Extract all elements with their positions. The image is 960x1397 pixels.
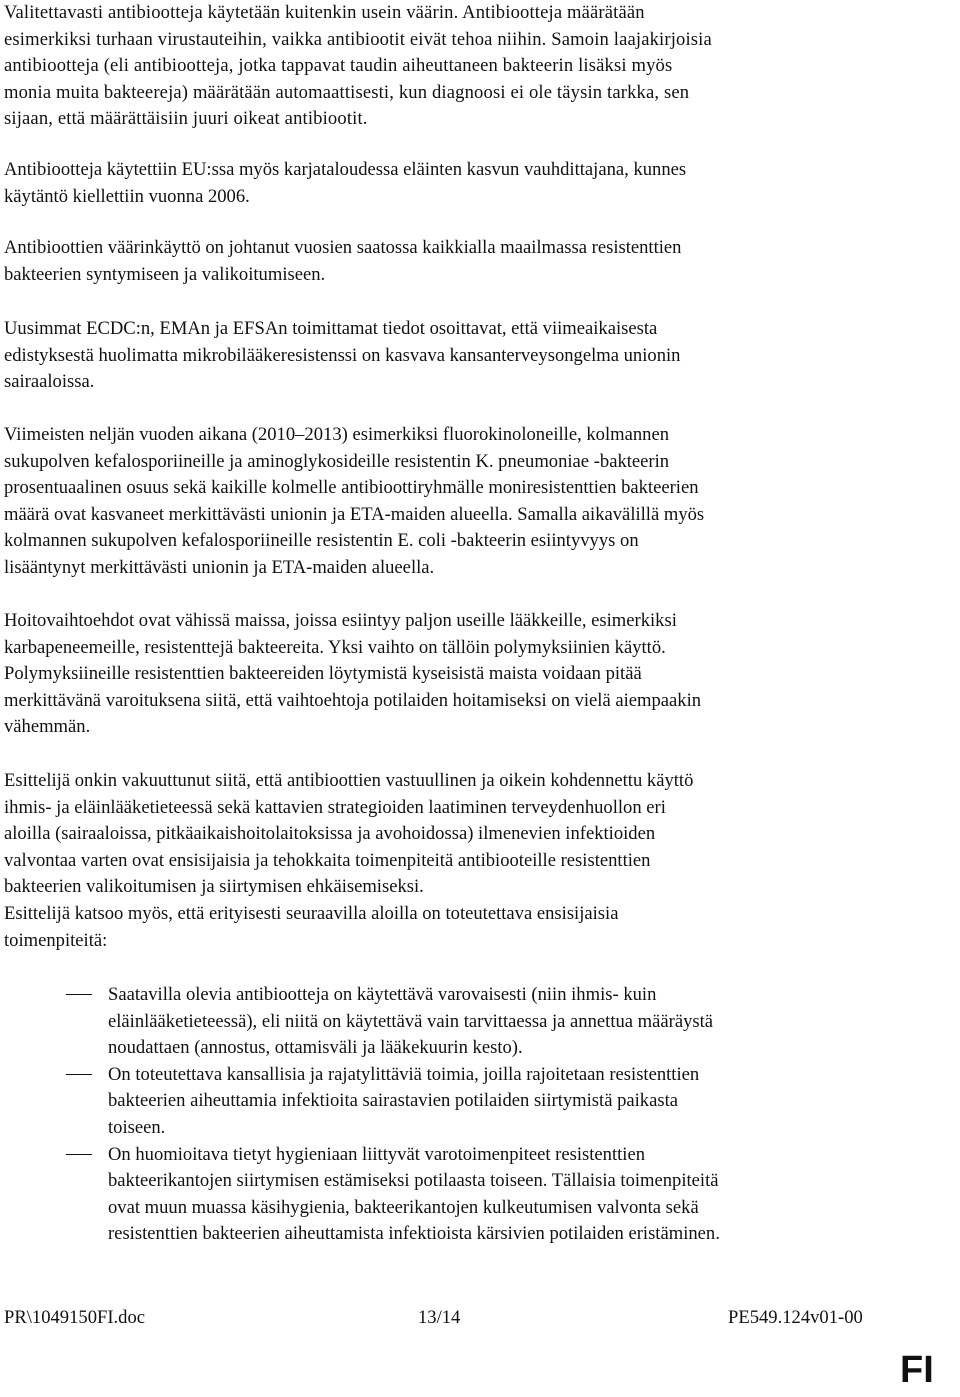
text-line: resistenttien bakteerien aiheuttamista infektioista kärsivien potilaiden eristäminen.	[108, 1223, 720, 1245]
text-line: valvontaa varten ovat ensisijaisia ja tehokkaita toimenpiteitä antibiooteille resistenttien	[4, 849, 651, 871]
text-line: määrä ovat kasvaneet merkittävästi unionin ja ETA-maiden alueella. Samalla aikavälillä myös	[4, 503, 705, 525]
text-line: monia muita bakteereja) määrätään automaattisesti, kun diagnoosi ei ole täysin tarkka, sen	[4, 81, 690, 103]
text-line: Antibiootteja käytettiin EU:ssa myös karjataloudessa eläinten kasvun vauhdittajana, kunnes	[4, 159, 687, 180]
text-line: ovat muun muassa käsihygienia, bakteerikantojen kulkeutumisen valvonta sekä	[108, 1196, 699, 1218]
text-line: Uusimmat ECDC:n, EMAn ja EFSAn toimittamat tiedot osoittavat, että viimeaikaisesta	[4, 318, 658, 339]
text-line: bakteerien syntymiseen ja valikoitumiseen.	[4, 263, 326, 285]
text-line: On huomioitava tietyt hygieniaan liittyvät varotoimenpiteet resistenttien	[108, 1143, 646, 1165]
document-reference: PR\1049150FI.doc	[4, 1307, 146, 1328]
text-line: Valitettavasti antibiootteja käytetään kuitenkin usein väärin. Antibiootteja määrätään	[4, 2, 645, 23]
text-line: sijaan, että määrättäisiin juuri oikeat antibiootit.	[4, 108, 368, 130]
text-line: Esittelijä katsoo myös, että erityisesti seuraavilla aloilla on toteutettava ensisijaisia	[4, 902, 619, 924]
paragraph-treatment-options	[4, 608, 892, 741]
text-line: bakteerien aiheuttamia infektioita sairastavien potilaiden siirtymistä paikasta	[108, 1090, 679, 1112]
page-footer	[0, 1304, 960, 1332]
text-line: karbapeneemeille, resistenttejä bakteereita. Yksi vaihto on tällöin polymyksiinien käyttö.	[4, 636, 666, 658]
paragraph-ecdc-data	[4, 316, 892, 396]
text-line: esimerkiksi turhaan virustauteihin, vaikka antibiootit eivät tehoa niihin. Samoin laajakirjoisia	[4, 28, 712, 50]
pe-number: PE549.124v01-00	[728, 1307, 863, 1328]
text-line: toimenpiteitä:	[4, 929, 108, 951]
text-line: Antibioottien väärinkäyttö on johtanut vuosien saatossa kaikkialla maailmassa resistenttien	[4, 237, 682, 258]
text-line: eläinlääketieteessä), eli niitä on käytettävä vain tarvittaessa ja annettua määräystä	[108, 1010, 714, 1032]
paragraph-rapporteur	[4, 768, 892, 954]
bullet-text	[108, 982, 960, 1062]
text-line: Viimeisten neljän vuoden aikana (2010–2013) esimerkiksi fluorokinoloneille, kolmannen	[4, 424, 670, 445]
text-line: Hoitovaihtoehdot ovat vähissä maissa, joissa esiintyy paljon useille lääkkeille, esimerkiksi	[4, 610, 677, 631]
dash-bullet-icon	[66, 1074, 92, 1075]
text-line: merkittävänä varoituksena siitä, että vaihtoehtoja potilaiden hoitamiseksi on vielä aiempaakin	[4, 689, 702, 711]
text-line: bakteerien valikoitumisen ja siirtymisen ehkäisemiseksi.	[4, 876, 424, 898]
text-line: aloilla (sairaaloissa, pitkäaikaishoitolaitoksissa ja avohoidossa) ilmenevien infektioiden	[4, 823, 656, 845]
text-line: sukupolven kefalosporiineille ja aminoglykosideille resistentin K. pneumoniae -bakteerin	[4, 450, 670, 472]
text-line: antibiootteja (eli antibiootteja, jotka tappavat taudin aiheuttaneen bakteerin lisäksi myös	[4, 55, 673, 77]
paragraph-resistance	[4, 235, 892, 288]
text-line: On toteutettava kansallisia ja rajatylittäviä toimia, joilla rajoitetaan resistenttien	[108, 1063, 700, 1085]
bullet-text	[108, 1062, 960, 1142]
page-number: 13/14	[418, 1307, 461, 1328]
bullet-text	[108, 1142, 960, 1248]
dash-bullet-icon	[66, 994, 92, 995]
bullet-item	[0, 1062, 960, 1142]
language-code: FI	[900, 1349, 934, 1391]
text-line: bakteerikantojen siirtymisen estämiseksi potilaasta toiseen. Tällaisia toimenpiteitä	[108, 1170, 719, 1192]
text-line: kolmannen sukupolven kefalosporiineille resistentin E. coli -bakteerin esiintyvyys on	[4, 530, 639, 552]
text-line: noudattaen (annostus, ottamisväli ja lääkekuurin kesto).	[108, 1037, 523, 1059]
bullet-item	[0, 1142, 960, 1248]
text-line: vähemmän.	[4, 716, 91, 738]
text-line: prosentuaalinen osuus sekä kaikille kolmelle antibioottiryhmälle moniresistenttien bakteerien	[4, 477, 699, 499]
text-line: lisääntynyt merkittävästi unionin ja ETA-maiden alueella.	[4, 556, 435, 578]
text-line: Polymyksiineille resistenttien bakteereiden löytymistä kyseisistä maista voidaan pitää	[4, 663, 642, 685]
text-line: Esittelijä onkin vakuuttunut siitä, että antibioottien vastuullinen ja oikein kohdennettu käyttö	[4, 770, 694, 791]
dash-bullet-icon	[66, 1154, 92, 1155]
text-line: käytäntö kiellettiin vuonna 2006.	[4, 185, 250, 207]
text-line: toiseen.	[108, 1116, 166, 1138]
text-line: Saatavilla olevia antibiootteja on käytettävä varovaisesti (niin ihmis- kuin	[108, 984, 657, 1005]
text-line: sairaaloissa.	[4, 371, 95, 393]
paragraph-livestock	[4, 157, 892, 210]
paragraph-trends	[4, 422, 892, 582]
text-line: edistyksestä huolimatta mikrobilääkeresistenssi on kasvava kansanterveysongelma unionin	[4, 344, 681, 366]
text-line: ihmis- ja eläinlääketieteessä sekä kattavien strategioiden laatiminen terveydenhuollon eri	[4, 796, 666, 818]
bullet-item	[0, 982, 960, 1062]
paragraph-misuse	[4, 0, 892, 133]
bullet-list	[0, 982, 960, 1248]
